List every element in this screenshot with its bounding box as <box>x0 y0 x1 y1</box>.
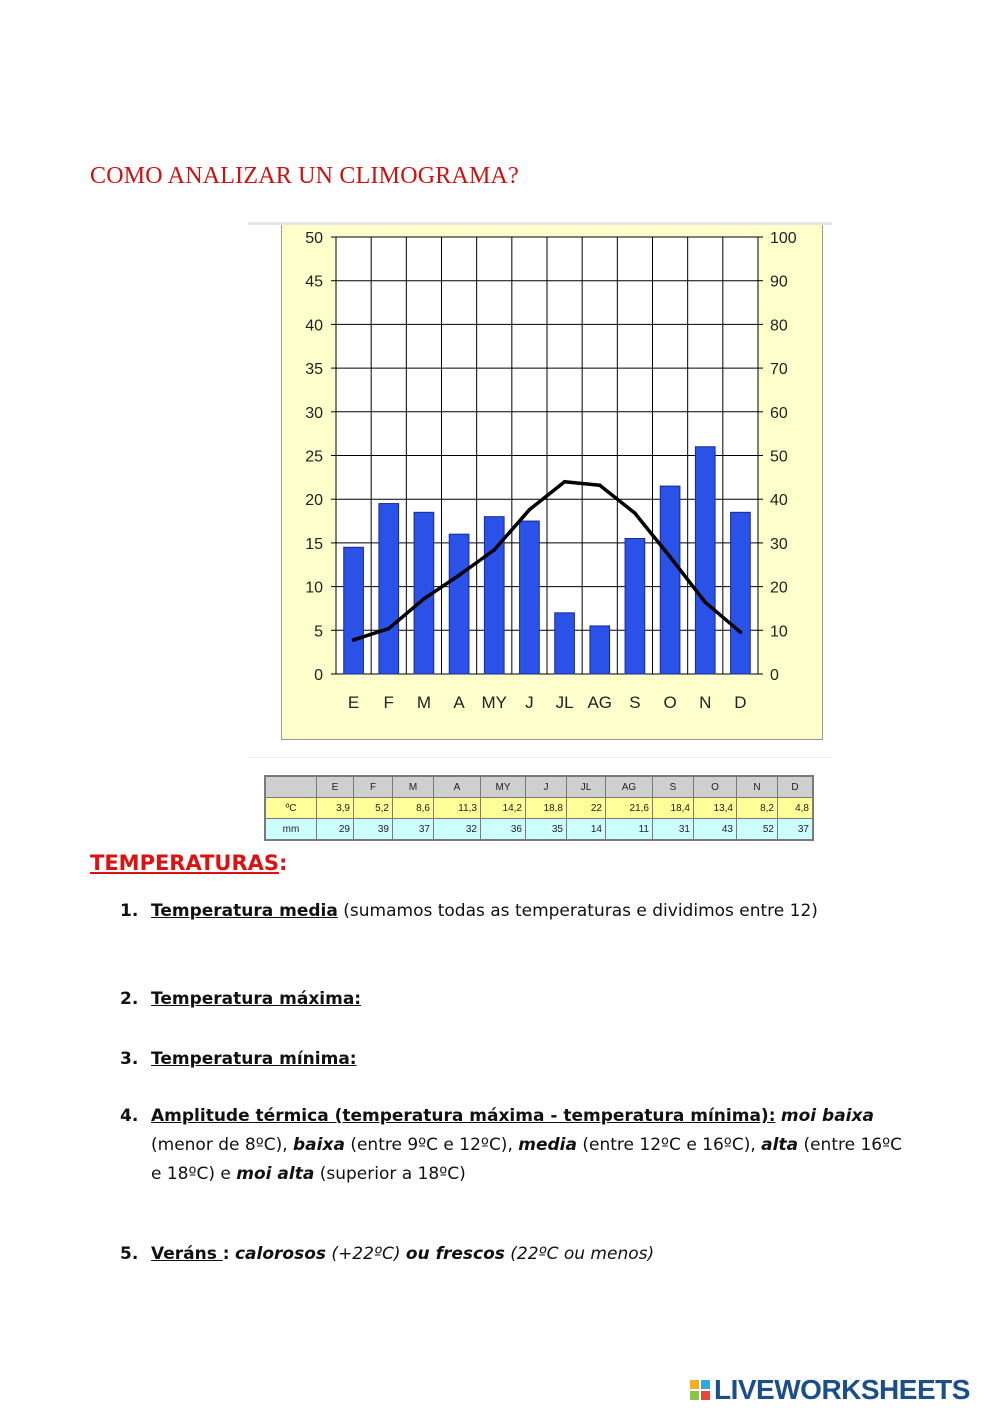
item-text: (sumamos todas as temperaturas e dividimos entre 12) <box>337 901 818 921</box>
item-label: Temperatura mínima: <box>151 1049 357 1069</box>
logo-square <box>690 1391 699 1400</box>
precipitation-label-cell: mm <box>265 819 317 841</box>
temperature-cell: 8,2 <box>737 798 778 819</box>
list-item-temperatura-maxima <box>120 985 910 1014</box>
table-precipitation-row <box>265 819 813 841</box>
left-axis-tick-label: 45 <box>305 273 323 291</box>
item-text: (menor de 8ºC), <box>151 1135 294 1155</box>
precipitation-cell: 32 <box>434 819 481 841</box>
x-axis-tick-label: A <box>453 693 465 712</box>
x-axis-tick-label: MY <box>481 693 507 712</box>
temperature-point <box>598 483 602 487</box>
temperature-point <box>739 630 743 634</box>
list-item-temperatura-minima <box>120 1045 910 1074</box>
item-number: 3. <box>120 1049 139 1069</box>
right-axis-tick-label: 80 <box>770 317 788 335</box>
precipitation-bar <box>449 534 469 674</box>
right-axis-tick-label: 0 <box>770 667 779 684</box>
table-header-cell: N <box>737 776 778 798</box>
temperature-point <box>633 511 637 515</box>
logo-grid-icon <box>690 1380 710 1400</box>
precipitation-cell: 52 <box>737 819 778 841</box>
item-label: Veráns <box>151 1244 223 1264</box>
item-label: Temperatura media <box>151 901 338 921</box>
left-axis-tick-label: 15 <box>305 535 323 553</box>
temperature-point <box>492 548 496 552</box>
list-item-amplitude-termica <box>120 1102 910 1189</box>
precipitation-cell: 43 <box>694 819 737 841</box>
item-text: (entre 12ºC e 16ºC), <box>576 1135 762 1155</box>
logo-square <box>701 1391 710 1400</box>
item-number: 4. <box>120 1106 139 1126</box>
item-text: (entre 9ºC e 12ºC), <box>344 1135 519 1155</box>
left-axis-tick-label: 40 <box>305 317 323 335</box>
x-axis-tick-label: M <box>416 693 432 712</box>
x-axis-tick-label: AG <box>587 693 613 712</box>
precipitation-cell: 37 <box>393 819 434 841</box>
precipitation-bar <box>555 613 575 674</box>
right-axis-tick-label: 90 <box>770 273 788 291</box>
precipitation-cell: 37 <box>778 819 814 841</box>
table-header-cell: E <box>317 776 354 798</box>
x-axis-tick-label: N <box>699 693 712 712</box>
logo-square <box>701 1380 710 1389</box>
precipitation-bar <box>590 626 610 674</box>
left-axis-tick-label: 10 <box>305 579 323 597</box>
item-term: baixa <box>293 1135 345 1155</box>
item-label: Amplitude térmica (temperatura máxima - temperatura mínima): <box>151 1106 776 1126</box>
table-header-cell: AG <box>606 776 653 798</box>
left-axis-tick-label: 50 <box>305 230 323 247</box>
list-item-temperatura-media <box>120 897 910 926</box>
right-axis-tick-label: 40 <box>770 492 788 510</box>
precipitation-cell: 35 <box>526 819 567 841</box>
table-header-cell: M <box>393 776 434 798</box>
list-item-verans <box>120 1240 910 1269</box>
left-axis-tick-label: 30 <box>305 404 323 422</box>
temperature-point <box>387 627 391 631</box>
table-corner-cell <box>265 776 317 798</box>
left-axis-tick-label: 25 <box>305 448 323 466</box>
precipitation-cell: 29 <box>317 819 354 841</box>
precipitation-cell: 39 <box>354 819 393 841</box>
left-axis-tick-label: 20 <box>305 492 323 510</box>
right-axis-tick-label: 30 <box>770 535 788 553</box>
section-heading-label: TEMPERATURAS <box>90 851 280 875</box>
precipitation-cell: 36 <box>481 819 526 841</box>
item-term: alta <box>761 1135 799 1155</box>
precipitation-bar <box>344 547 364 674</box>
x-axis-tick-label: S <box>629 693 641 712</box>
temperature-cell: 4,8 <box>778 798 814 819</box>
climate-data-table <box>264 775 814 841</box>
x-axis-tick-label: F <box>383 693 394 712</box>
right-axis-tick-label: 60 <box>770 404 788 422</box>
temperature-point <box>457 573 461 577</box>
temperature-cell: 5,2 <box>354 798 393 819</box>
x-axis-tick-label: D <box>734 693 747 712</box>
table-header-cell: O <box>694 776 737 798</box>
temperature-cell: 3,9 <box>317 798 354 819</box>
precipitation-bar <box>731 512 751 674</box>
section-heading <box>90 851 287 875</box>
temperature-cell: 13,4 <box>694 798 737 819</box>
precipitation-bar <box>379 504 399 674</box>
temperature-cell: 18,8 <box>526 798 567 819</box>
precipitation-bar <box>695 447 715 674</box>
item-term: ou frescos <box>405 1244 505 1264</box>
table-header-cell: F <box>354 776 393 798</box>
page-title: COMO ANALIZAR UN CLIMOGRAMA? <box>90 163 519 189</box>
item-term: moi alta <box>236 1164 315 1184</box>
left-axis-tick-label: 35 <box>305 361 323 379</box>
item-colon: : <box>222 1244 230 1264</box>
temperature-point <box>352 638 356 642</box>
temperature-cell: 11,3 <box>434 798 481 819</box>
table-header-cell: J <box>526 776 567 798</box>
x-axis-tick-label: E <box>347 693 360 712</box>
x-axis-tick-label: J <box>525 693 534 712</box>
item-text: (entre 16ºC e 18ºC) e <box>151 1135 902 1184</box>
liveworksheets-logo <box>690 1373 970 1407</box>
item-term: moi baixa <box>780 1106 874 1126</box>
precipitation-cell: 14 <box>567 819 606 841</box>
logo-square <box>690 1380 699 1389</box>
right-axis-tick-label: 100 <box>770 230 797 247</box>
x-axis-tick-label: JL <box>555 693 574 712</box>
right-axis-tick-label: 10 <box>770 623 788 641</box>
table-header-row <box>265 776 813 798</box>
precipitation-cell: 31 <box>653 819 694 841</box>
temperature-cell: 22 <box>567 798 606 819</box>
temperature-point <box>528 508 532 512</box>
table-header-cell: MY <box>481 776 526 798</box>
x-axis-tick-label: O <box>663 693 677 712</box>
temperature-cell: 18,4 <box>653 798 694 819</box>
temperature-point <box>668 555 672 559</box>
table-header-cell: A <box>434 776 481 798</box>
brand-text: LIVEWORKSHEETS <box>714 1374 970 1405</box>
temperature-cell: 21,6 <box>606 798 653 819</box>
table-header-cell: JL <box>567 776 606 798</box>
item-text: (+22ºC) <box>326 1244 406 1264</box>
right-axis-tick-label: 50 <box>770 448 788 466</box>
item-text: (superior a 18ºC) <box>314 1164 466 1184</box>
precipitation-cell: 11 <box>606 819 653 841</box>
temperature-point <box>422 597 426 601</box>
right-axis-tick-label: 70 <box>770 361 788 379</box>
temperature-cell: 8,6 <box>393 798 434 819</box>
table-header-cell: D <box>778 776 814 798</box>
temperature-point <box>703 601 707 605</box>
item-text: (22ºC ou menos) <box>504 1244 655 1264</box>
temperature-point <box>563 480 567 484</box>
left-axis-tick-label: 5 <box>314 623 323 641</box>
item-label: Temperatura máxima: <box>151 989 362 1009</box>
precipitation-bar <box>625 539 645 674</box>
table-header-cell: S <box>653 776 694 798</box>
temperature-label-cell: ºC <box>265 798 317 819</box>
section-heading-colon: : <box>279 851 288 875</box>
left-axis-tick-label: 0 <box>314 667 323 684</box>
item-number: 5. <box>120 1244 139 1264</box>
item-term: calorosos <box>234 1244 327 1264</box>
precipitation-bar <box>520 521 540 674</box>
right-axis-tick-label: 20 <box>770 579 788 597</box>
climograph-svg <box>248 225 832 757</box>
item-term: media <box>518 1135 577 1155</box>
item-number: 2. <box>120 989 139 1009</box>
temperature-cell: 14,2 <box>481 798 526 819</box>
precipitation-bar <box>660 486 680 674</box>
climograph-chart <box>248 222 832 758</box>
item-number: 1. <box>120 901 139 921</box>
table-temperature-row <box>265 798 813 819</box>
